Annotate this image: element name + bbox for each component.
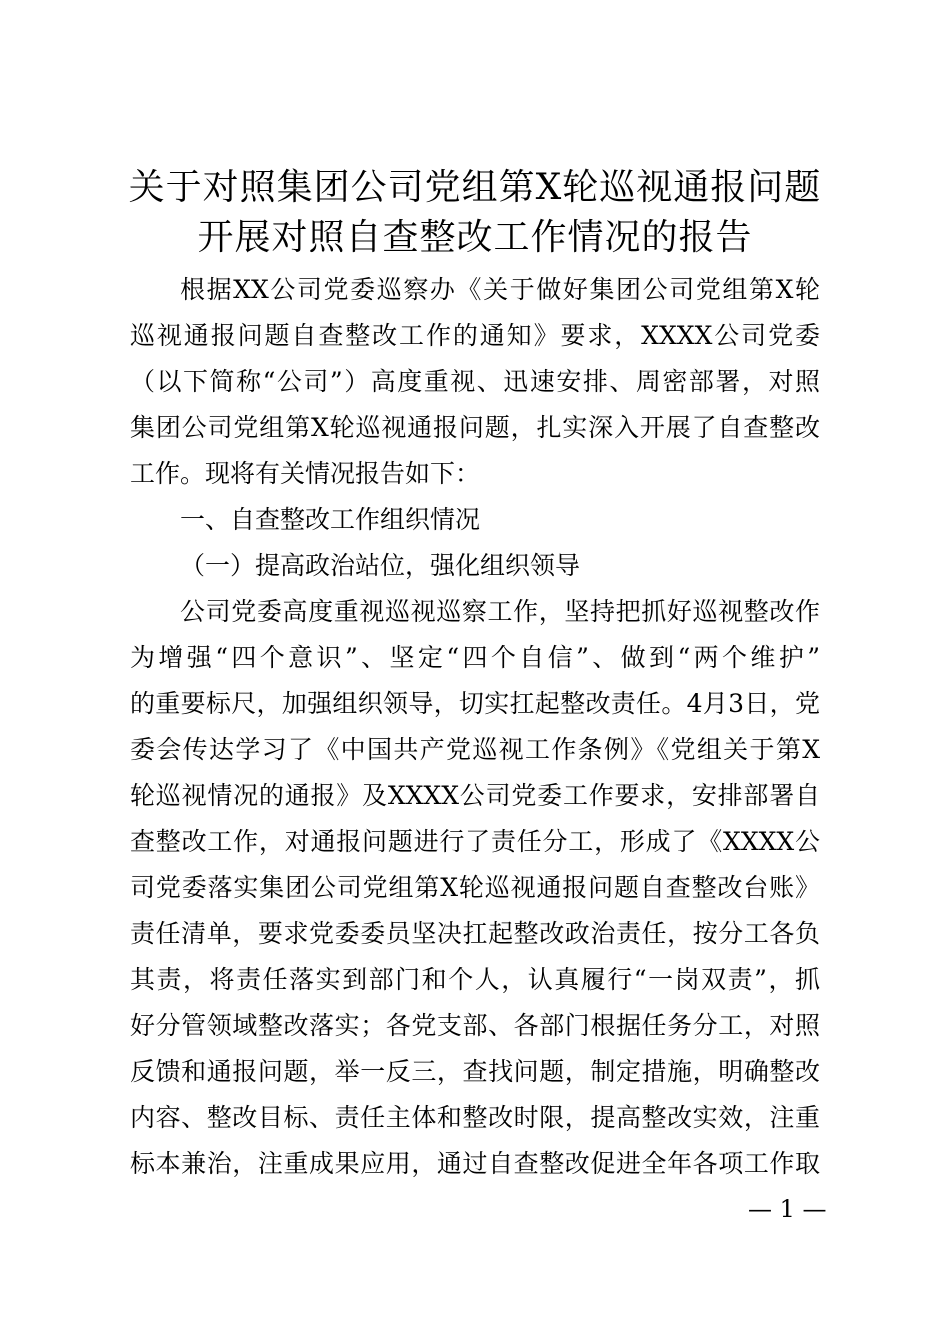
body-line-12: 内容、整改目标、责任主体和整改时限，提高整改实效，注重	[130, 1103, 820, 1132]
body-line-3: 的重要标尺，加强组织领导，切实扛起整改责任。4月3日，党	[130, 689, 820, 718]
body-line-6: 查整改工作，对通报问题进行了责任分工，形成了《XXXX公	[130, 827, 820, 856]
body-line-10: 好分管领域整改落实；各党支部、各部门根据任务分工，对照	[130, 1011, 820, 1040]
body-line-8: 责任清单，要求党委委员坚决扛起整改政治责任，按分工各负	[130, 919, 820, 948]
page-number: — 1 —	[748, 1195, 827, 1223]
intro-line-5: 工作。现将有关情况报告如下：	[130, 459, 481, 488]
body-line-4: 委会传达学习了《中国共产党巡视工作条例》《党组关于第X	[130, 735, 820, 764]
document-title-line-1: 关于对照集团公司党组第X轮巡视通报问题	[128, 167, 822, 208]
intro-line-4: 集团公司党组第X轮巡视通报问题，扎实深入开展了自查整改	[130, 413, 820, 442]
document-title-line-2: 开展对照自查整改工作情况的报告	[197, 217, 753, 258]
intro-line-2: 巡视通报问题自查整改工作的通知》要求，XXXX公司党委	[130, 321, 820, 350]
body-line-5: 轮巡视情况的通报》及XXXX公司党委工作要求，安排部署自	[130, 781, 820, 810]
section-heading: 一、自查整改工作组织情况	[180, 505, 481, 534]
body-line-1: 公司党委高度重视巡视巡察工作，坚持把抓好巡视整改作	[180, 597, 820, 626]
intro-line-1: 根据XX公司党委巡察办《关于做好集团公司党组第X轮	[180, 275, 820, 304]
body-line-13: 标本兼治，注重成果应用，通过自查整改促进全年各项工作取	[130, 1149, 820, 1178]
intro-line-3: （以下简称“公司”）高度重视、迅速安排、周密部署，对照	[130, 367, 820, 396]
body-line-9: 其责，将责任落实到部门和个人，认真履行“一岗双责”，抓	[130, 965, 820, 994]
body-line-11: 反馈和通报问题，举一反三，查找问题，制定措施，明确整改	[130, 1057, 820, 1086]
body-line-2: 为增强“四个意识”、坚定“四个自信”、做到“两个维护”	[130, 643, 820, 672]
body-line-7: 司党委落实集团公司党组第X轮巡视通报问题自查整改台账》	[130, 873, 820, 902]
subsection-heading: （一）提高政治站位，强化组织领导	[180, 551, 581, 580]
